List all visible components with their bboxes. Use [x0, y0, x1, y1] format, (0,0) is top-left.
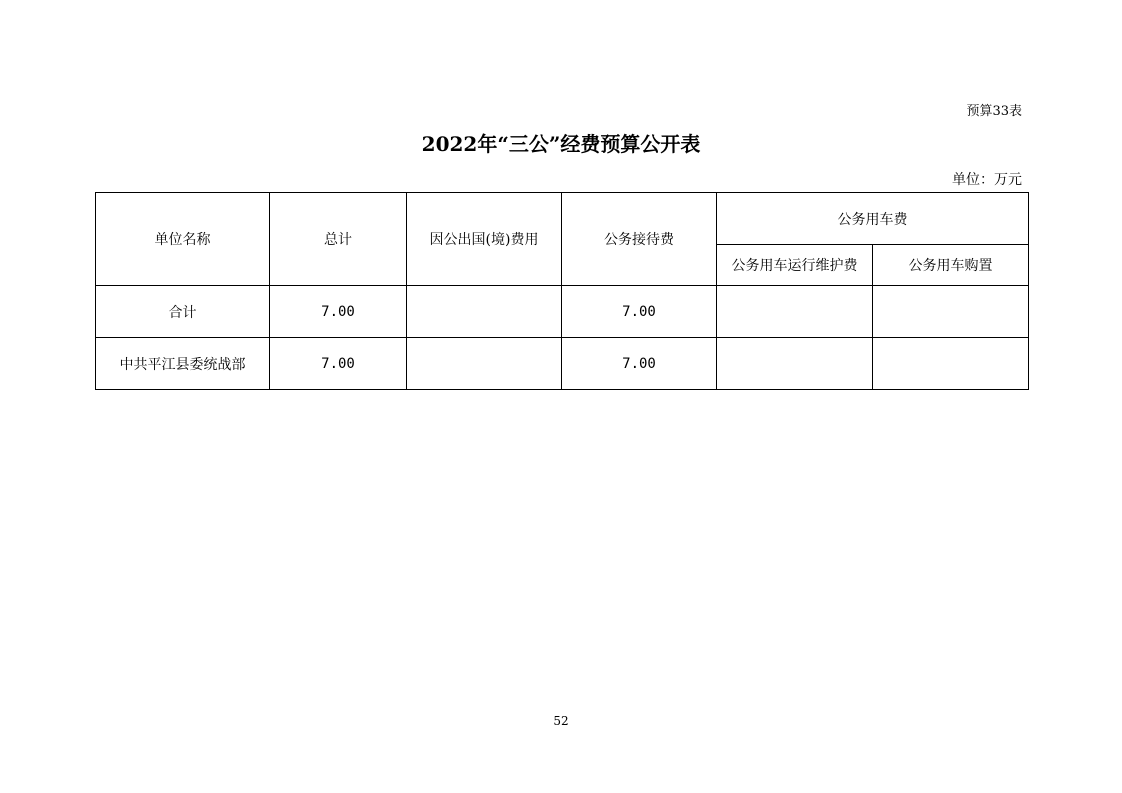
header-vehicle-purchase: 公务用车购置 — [873, 245, 1029, 286]
unit-label: 单位：万元 — [952, 172, 1022, 188]
header-vehicle-maintenance: 公务用车运行维护费 — [717, 245, 873, 286]
table-number: 预算33表 — [966, 104, 1022, 119]
header-vehicle-group: 公务用车费 — [717, 193, 1029, 245]
header-unit-name: 单位名称 — [96, 193, 270, 286]
header-overseas: 因公出国(境)费用 — [407, 193, 562, 286]
cell-vehicle-purchase — [873, 338, 1029, 390]
cell-vehicle-purchase — [873, 286, 1029, 338]
header-reception: 公务接待费 — [562, 193, 717, 286]
cell-unit-name: 中共平江县委统战部 — [96, 338, 270, 390]
header-total: 总计 — [270, 193, 407, 286]
cell-unit-name: 合计 — [96, 286, 270, 338]
cell-overseas — [407, 338, 562, 390]
table-row — [96, 338, 1029, 390]
budget-table — [95, 192, 1029, 390]
cell-vehicle-maintenance — [717, 286, 873, 338]
cell-total: 7.00 — [270, 338, 407, 390]
cell-reception: 7.00 — [562, 338, 717, 390]
cell-reception: 7.00 — [562, 286, 717, 338]
cell-overseas — [407, 286, 562, 338]
table-row — [96, 286, 1029, 338]
page-number: 52 — [553, 714, 569, 728]
cell-vehicle-maintenance — [717, 338, 873, 390]
page-title: 2022年“三公”经费预算公开表 — [421, 132, 701, 156]
table-header-row — [96, 193, 1029, 245]
cell-total: 7.00 — [270, 286, 407, 338]
